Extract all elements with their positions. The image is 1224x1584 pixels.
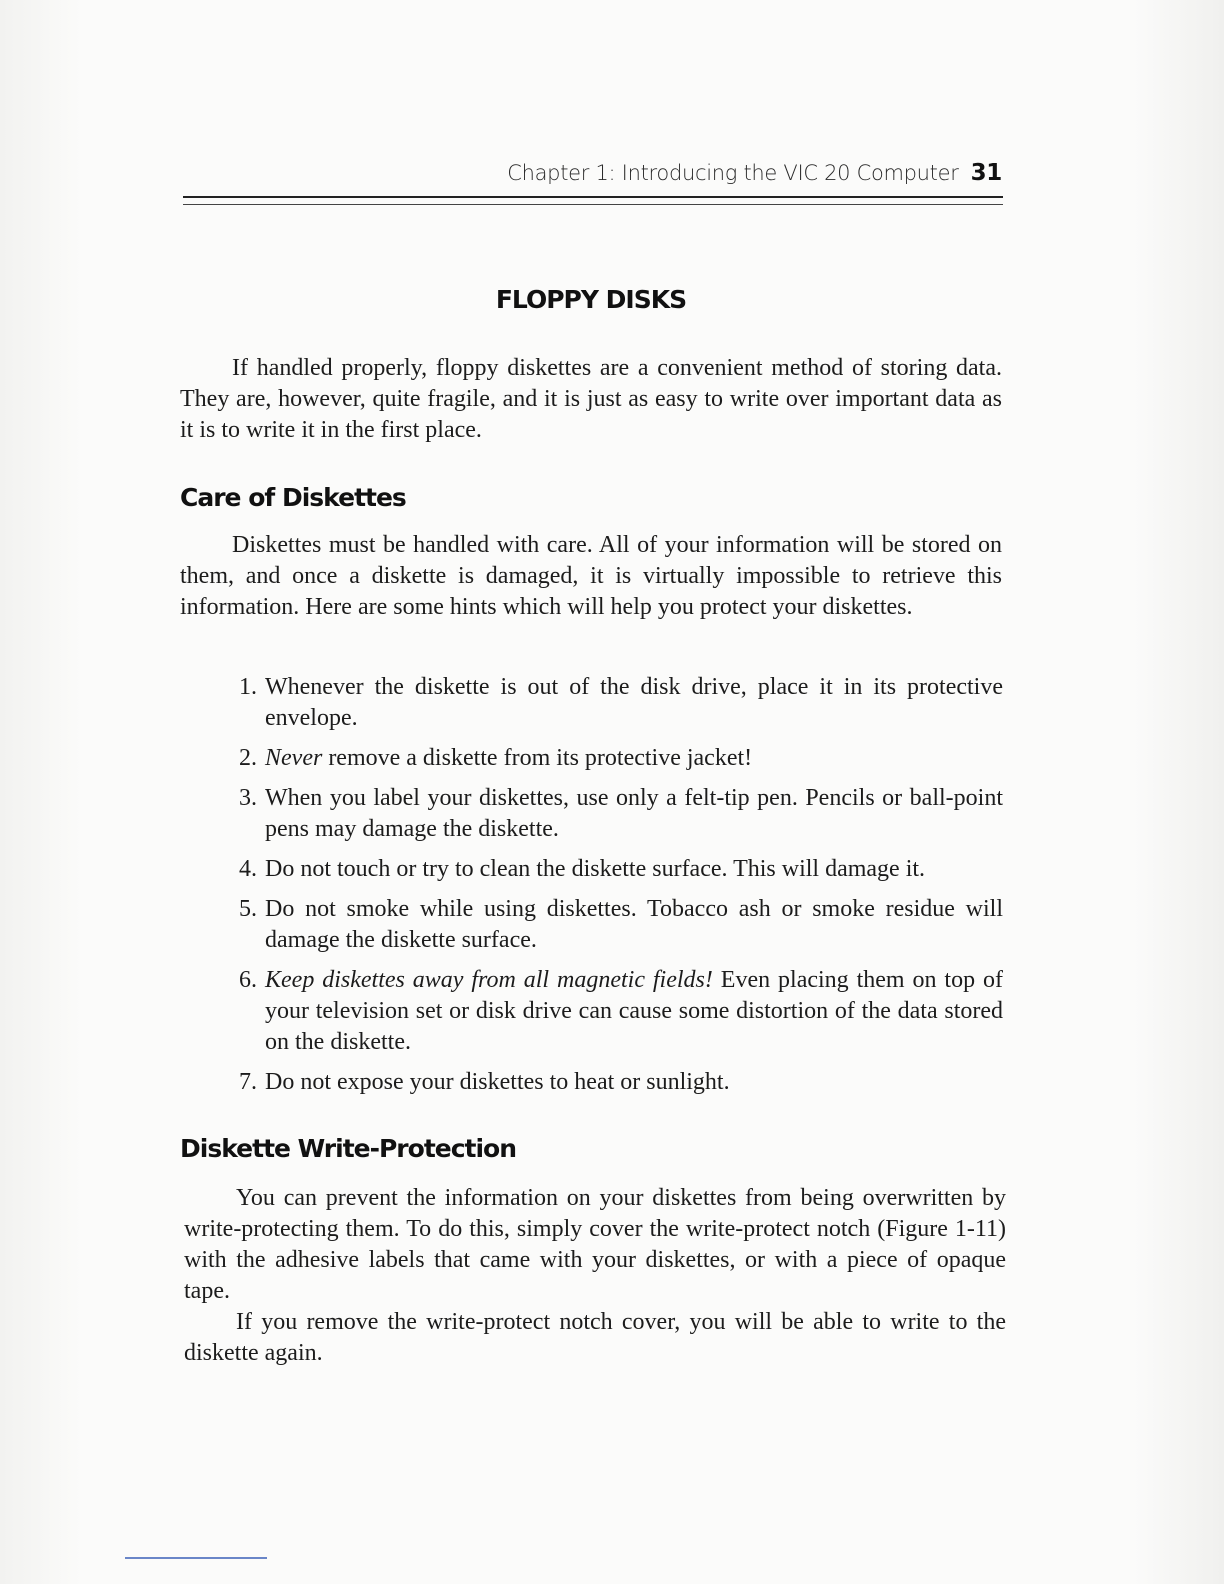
write-protection-paragraph-1: You can prevent the information on your diskettes from being overwritten by write-protecting them. To do this, simply cover the write-protect notch (Figure 1-11) with the adhesive labels that came with your diskettes, or with a piece of opaque tape. <box>184 1185 1006 1304</box>
list-item-number: 7. <box>239 1069 257 1095</box>
list-item-text: Do not touch or try to clean the diskette surface. This will damage it. <box>265 856 926 882</box>
list-item-number: 2. <box>239 745 257 771</box>
care-heading: Care of Diskettes <box>180 483 406 512</box>
write-protection-paragraph-2: If you remove the write-protect notch cover, you will be able to write to the diskette again. <box>184 1309 1006 1366</box>
list-item <box>225 783 1003 845</box>
running-title: Chapter 1: Introducing the VIC 20 Computer <box>507 161 959 185</box>
list-item <box>225 1067 1003 1098</box>
list-item <box>225 965 1003 1058</box>
list-item <box>225 894 1003 956</box>
header-rule-thick <box>183 196 1003 198</box>
page-number: 31 <box>970 160 1002 186</box>
scan-right-edge <box>1134 0 1224 1584</box>
list-item-text: Whenever the diskette is out of the disk drive, place it in its protective envelope. <box>265 674 1003 731</box>
list-item-number: 1. <box>239 674 257 700</box>
list-item-text: Do not smoke while using diskettes. Tobacco ash or smoke residue will damage the diskette surface. <box>265 896 1003 953</box>
care-intro-paragraph: Diskettes must be handled with care. All of your information will be stored on them, and once a diskette is damaged, it is virtually impossible to retrieve this information. Here are some hints which will help you protect your diskettes. <box>180 532 1002 620</box>
list-item-number: 3. <box>239 785 257 811</box>
list-item <box>225 743 1003 774</box>
list-item-emphasis: Keep diskettes away from all magnetic fields! <box>265 967 713 993</box>
intro-paragraph: If handled properly, floppy diskettes are a convenient method of storing data. They are, however, quite fragile, and it is just as easy to write over important data as it is to write it in the first place. <box>180 355 1002 443</box>
list-item-emphasis: Never <box>265 745 323 771</box>
scan-left-edge <box>0 0 82 1584</box>
list-item-number: 5. <box>239 896 257 922</box>
list-item-text: remove a diskette from its protective jacket! <box>322 745 753 771</box>
list-item-number: 6. <box>239 967 257 993</box>
list-item-text: When you label your diskettes, use only a felt-tip pen. Pencils or ball-point pens may damage the diskette. <box>265 785 1003 842</box>
write-protection-heading: Diskette Write-Protection <box>180 1134 517 1163</box>
list-item <box>225 854 1003 885</box>
list-item-text: Do not expose your diskettes to heat or sunlight. <box>265 1069 730 1095</box>
list-item <box>225 672 1003 734</box>
header-rule-thin <box>183 204 1003 205</box>
scan-fold-mark <box>125 1557 267 1559</box>
list-item-number: 4. <box>239 856 257 882</box>
running-header <box>180 160 1002 186</box>
section-title: FLOPPY DISKS <box>495 285 687 314</box>
care-hints-list <box>225 672 1003 1107</box>
list-item-text: Even placing them on top of your television set or disk drive can cause some distortion of the data stored on the diskette. <box>265 967 1003 1055</box>
